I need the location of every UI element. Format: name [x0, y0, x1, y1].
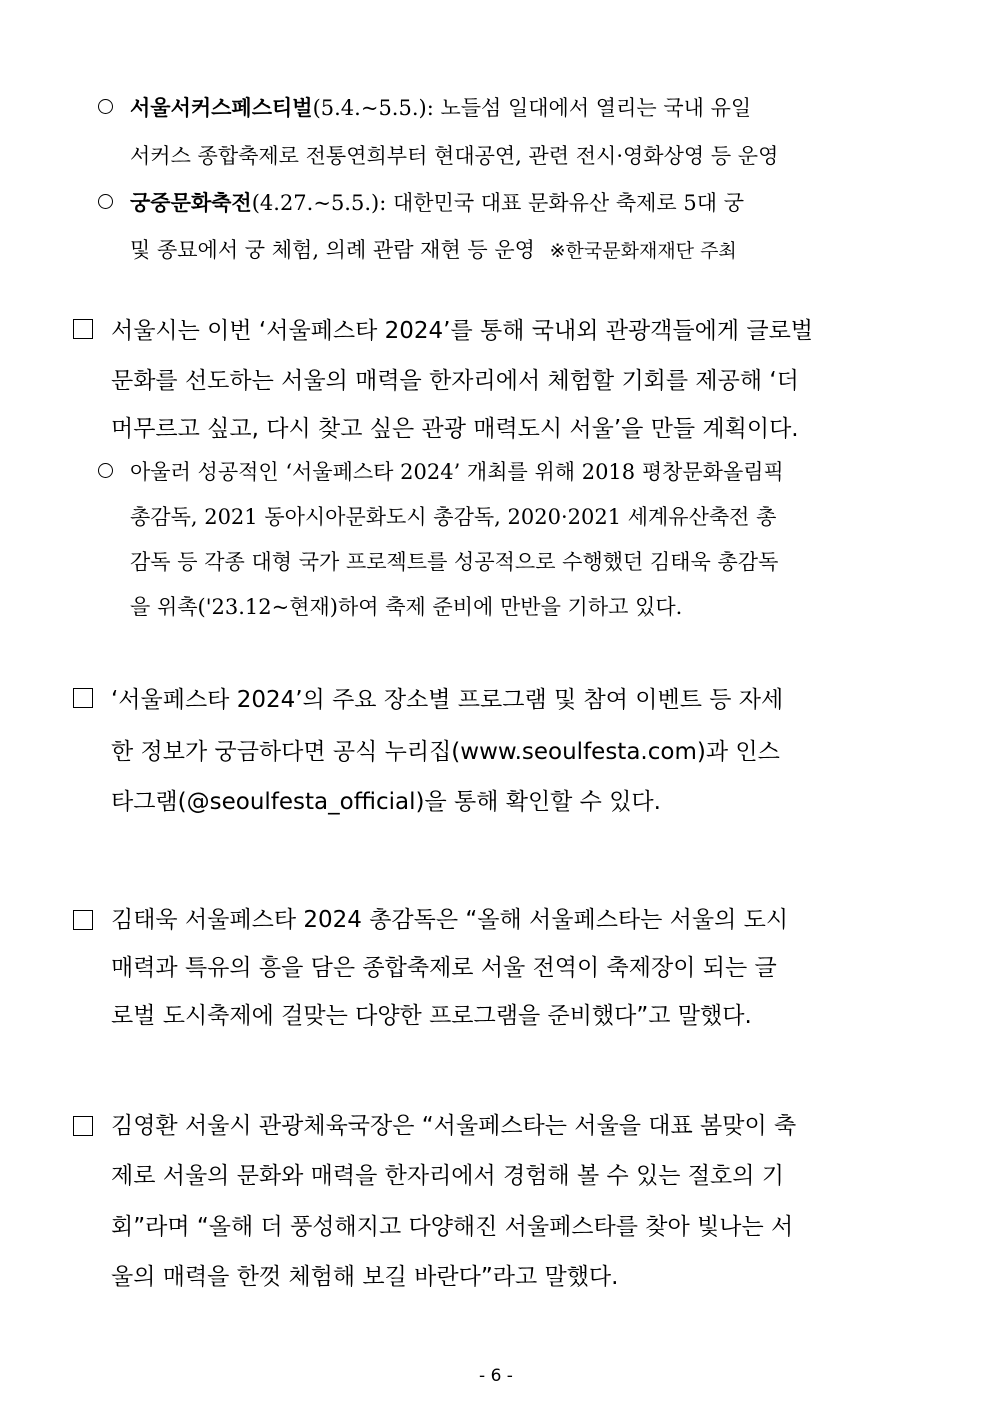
paragraph-line: 문화를 선도하는 서울의 매력을 한자리에서 체험할 기회를 제공해 ‘더 [111, 368, 799, 394]
paragraph-line: 울의 매력을 한껏 체험해 보길 바란다”라고 말했다. [111, 1264, 619, 1290]
page-number: - 6 - [479, 1366, 513, 1386]
festival-desc: (4.27.~5.5.): 대한민국 대표 문화유산 축제로 5대 궁 [251, 191, 744, 215]
paragraph-line: 타그램(@seoulfesta_official)을 통해 확인할 수 있다. [111, 789, 661, 815]
sub-item-continuation [130, 234, 737, 264]
square-bullet-icon [73, 319, 93, 339]
sub-item-continuation: 서커스 종합축제로 전통연희부터 현대공연, 관련 전시·영화상영 등 운영 [130, 144, 779, 168]
paragraph-line: 로벌 도시축제에 걸맞는 다양한 프로그램을 준비했다”고 말했다. [111, 1003, 752, 1029]
paragraph-line: 머무르고 싶고, 다시 찾고 싶은 관광 매력도시 서울’을 만들 계획이다. [111, 416, 799, 442]
square-bullet-icon [73, 688, 93, 708]
paragraph-line: 회”라며 “올해 더 풍성해지고 다양해진 서울페스타를 찾아 빛나는 서 [111, 1214, 794, 1240]
festival-desc: (5.4.~5.5.): 노들섬 일대에서 열리는 국내 유일 [312, 96, 752, 120]
circle-bullet-icon [98, 463, 113, 478]
paragraph-line: 제로 서울의 문화와 매력을 한자리에서 경험해 볼 수 있는 절호의 기 [111, 1163, 784, 1189]
sub-item-line: 감독 등 각종 대형 국가 프로젝트를 성공적으로 수행했던 김태욱 총감독 [130, 550, 779, 574]
sub-item-line: 아울러 성공적인 ‘서울페스타 2024’ 개최를 위해 2018 평창문화올림픽 [130, 460, 784, 484]
sub-item-line: 총감독, 2021 동아시아문화도시 총감독, 2020·2021 세계유산축전 총 [130, 505, 777, 529]
festival-title: 궁중문화축전 [130, 190, 252, 215]
circle-bullet-icon [98, 194, 113, 209]
paragraph-line: ‘서울페스타 2024’의 주요 장소별 프로그램 및 참여 이벤트 등 자세 [111, 687, 784, 713]
paragraph-line: 김영환 서울시 관광체육국장은 “서울페스타는 서울을 대표 봄맞이 축 [111, 1113, 797, 1139]
sub-item-circus-festival [130, 92, 751, 122]
square-bullet-icon [73, 1116, 93, 1136]
paragraph-line: 서울시는 이번 ‘서울페스타 2024’를 통해 국내외 관광객들에게 글로벌 [111, 318, 814, 344]
circle-bullet-icon [98, 99, 113, 114]
paragraph-line: 매력과 특유의 흥을 담은 종합축제로 서울 전역이 축제장이 되는 글 [111, 955, 777, 981]
sub-item-palace-festival [130, 187, 744, 217]
festival-title: 서울서커스페스티벌 [130, 95, 313, 120]
paragraph-line: 한 정보가 궁금하다면 공식 누리집(www.seoulfesta.com)과 인스 [111, 739, 780, 765]
organizer-note: ※한국문화재재단 주최 [549, 240, 737, 262]
sub-item-line: 을 위촉('23.12~현재)하여 축제 준비에 만반을 기하고 있다. [130, 595, 683, 619]
paragraph-line: 김태욱 서울페스타 2024 총감독은 “올해 서울페스타는 서울의 도시 [111, 907, 789, 933]
continuation-text: 및 종묘에서 궁 체험, 의례 관람 재현 등 운영 [130, 238, 535, 262]
square-bullet-icon [73, 910, 93, 930]
